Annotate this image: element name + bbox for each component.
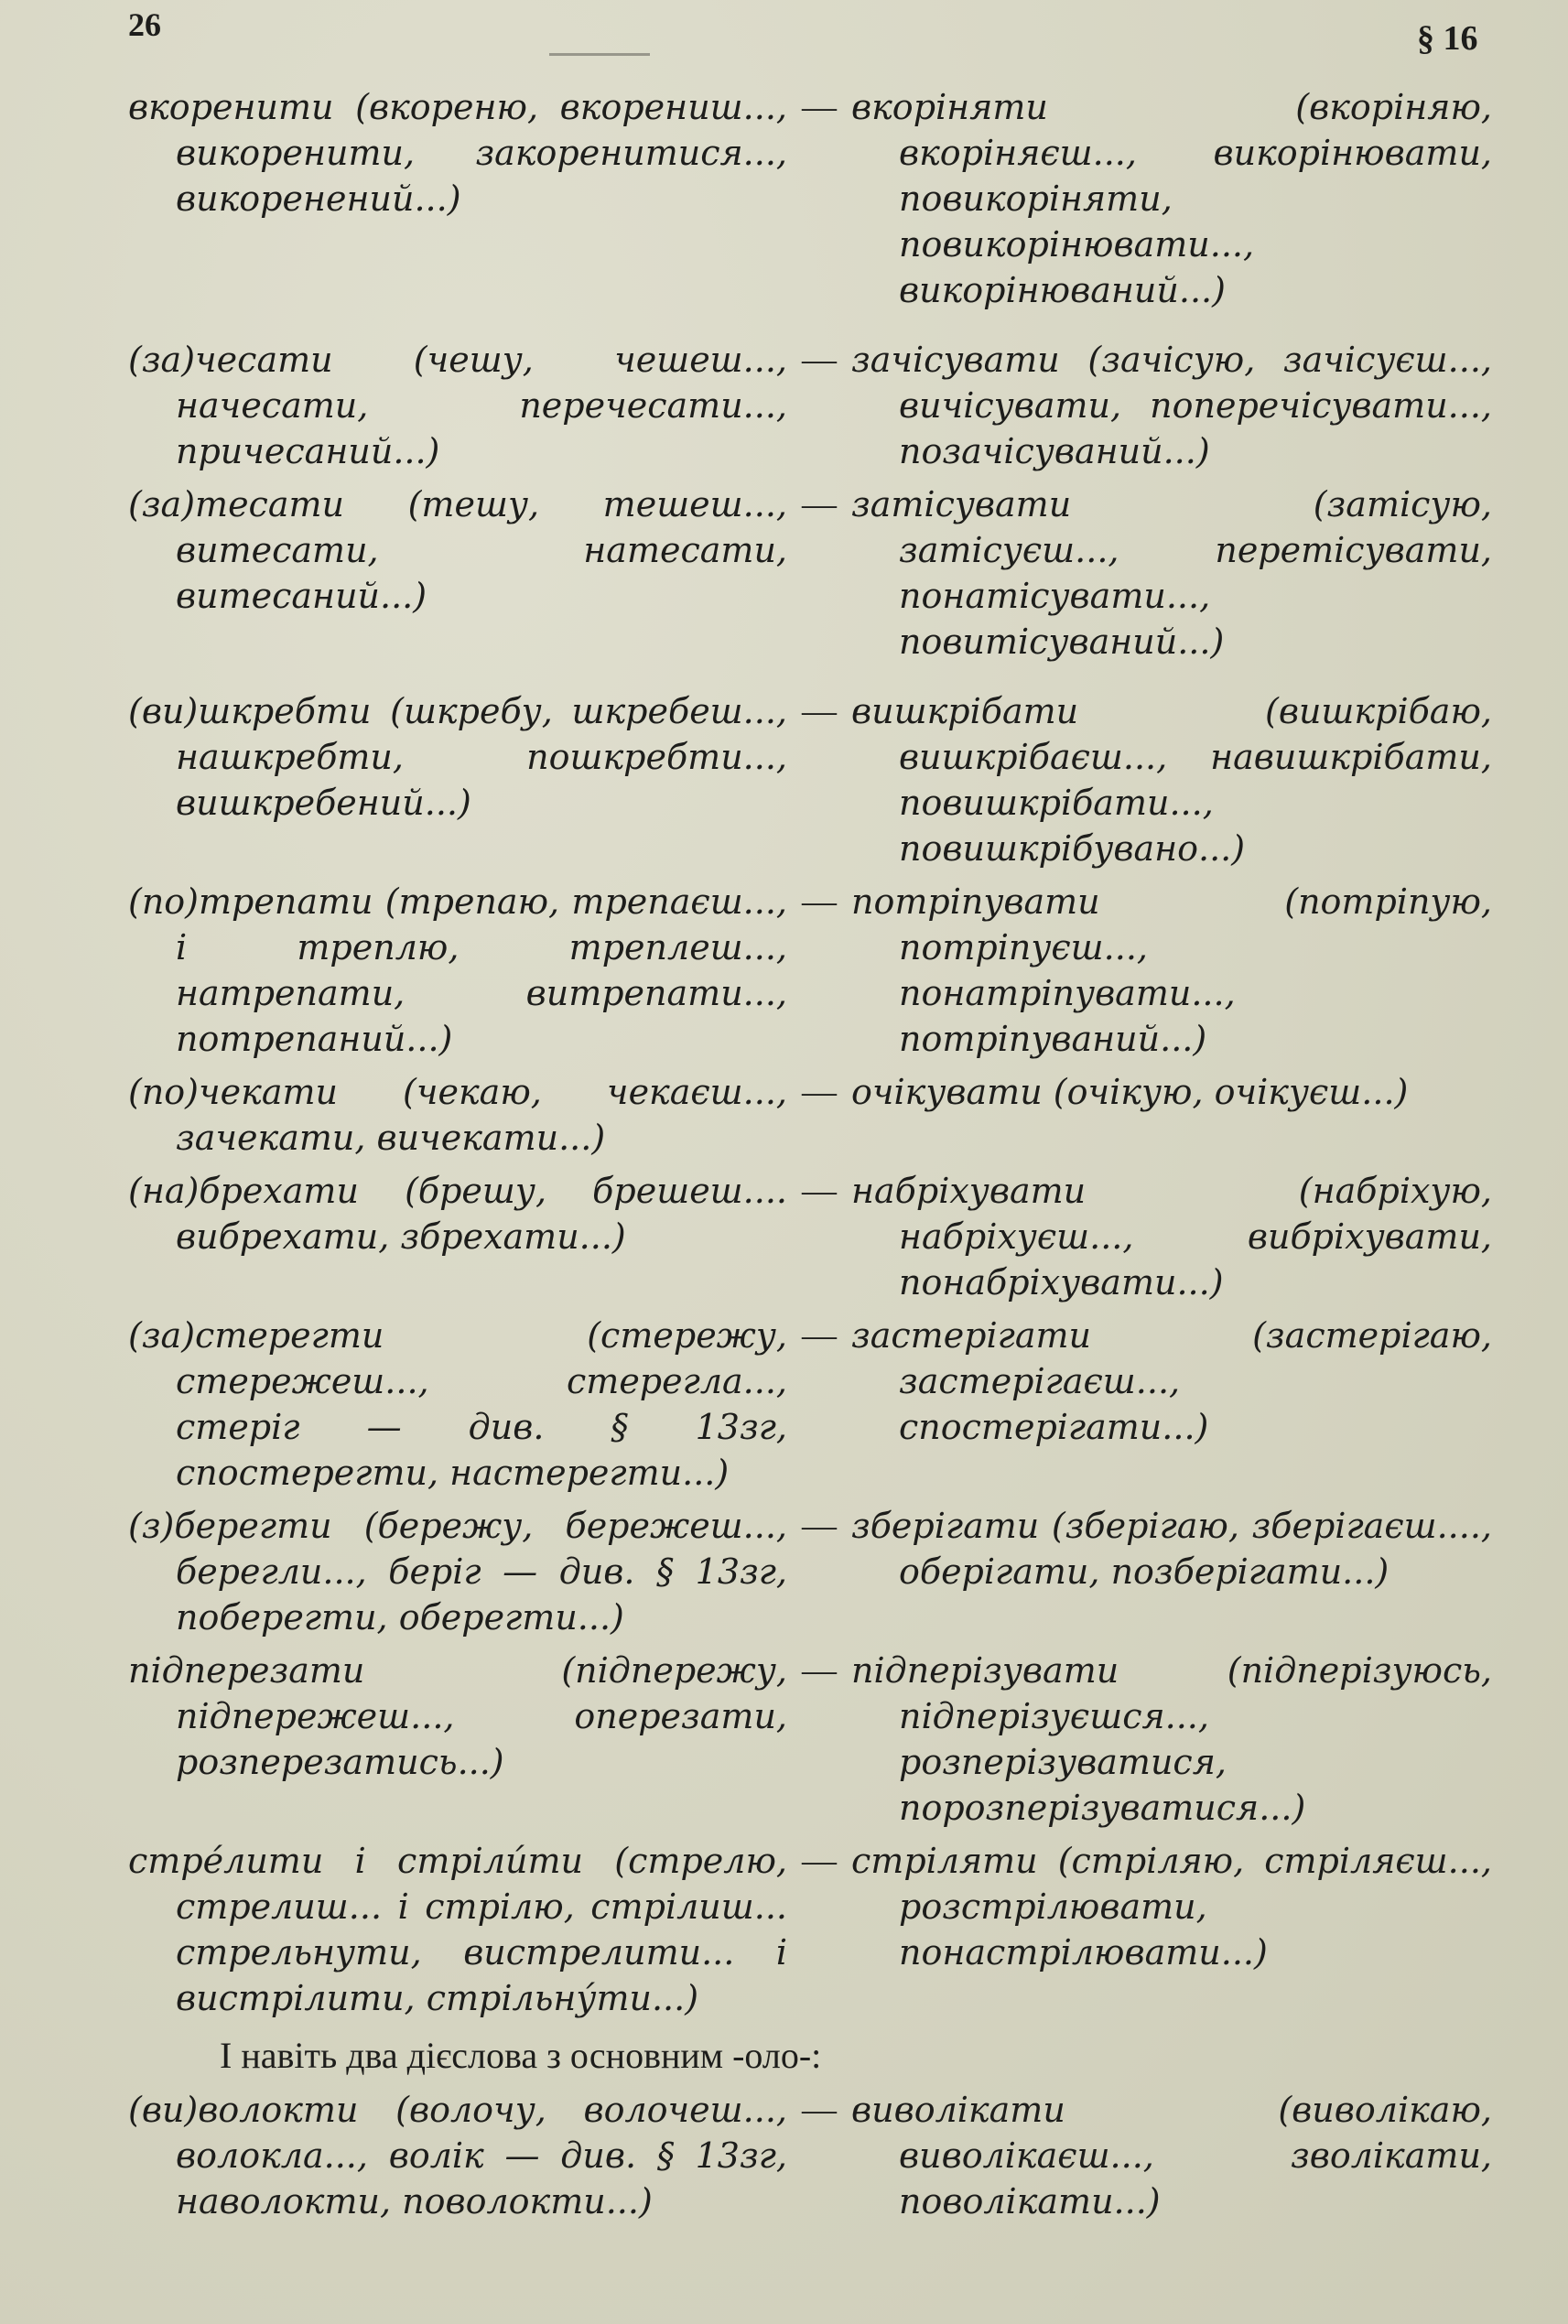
entry-right: підперізувати (підперізуюсь, підперізуєшся..., розперізуватися, порозперізуватися...) (851, 1650, 1492, 1828)
entry-left: (ви)волокти (волочу, волочеш..., волокла..., волік — див. § 13зг, наволокти, поволокти...) (128, 2090, 787, 2221)
entry-right: виволікати (виволікаю, виволікаєш..., зволікати, поволікати...) (851, 2090, 1492, 2221)
entry-dash: — (802, 1172, 837, 1210)
entry-left: (по)чекати (чекаю, чекаєш..., зачекати, вичекати...) (128, 1072, 787, 1158)
entry-right: потріпувати (потріпую, потріпуєш..., понатріпувати..., потріпуваний...) (851, 881, 1492, 1059)
entry-dash: — (802, 1073, 837, 1111)
entry-dash: — (802, 1316, 837, 1355)
entry-right: вкоріняти (вкоріняю, вкоріняєш..., викорінювати, повикоріняти, повикорінювати..., викорінюваний...) (851, 87, 1492, 310)
entry-dash: — (802, 1507, 837, 1545)
entry-left: (за)чесати (чешу, чешеш..., начесати, перечесати..., причесаний...) (128, 340, 787, 471)
entry-left: вкоренити (вкореню, вкорениш..., викоренити, закоренитися..., викоренений...) (128, 87, 787, 219)
entry-left: (за)стерегти (стережу, стережеш..., стерегла..., стеріг — див. § 13зг, спостерегти, настерегти...) (128, 1315, 787, 1493)
entry-row (128, 1648, 1492, 1831)
entry-row (128, 688, 1492, 871)
entry-left: (за)тесати (тешу, тешеш..., витесати, натесати, витесаний...) (128, 484, 787, 616)
entry-row (128, 84, 1492, 313)
entry-left: (по)трепати (трепаю, трепаєш..., і треплю, треплеш..., натрепати, витрепати..., потрепаний...) (128, 881, 787, 1059)
entry-left: стре́лити і стріли́ти (стрелю, стрелиш... і стрілю, стрілиш... стрельнути, вистрелити... і вистрілити, стрільну́ти...) (128, 1841, 787, 2018)
entry-dash: — (802, 88, 837, 126)
header-rule (549, 53, 650, 56)
entry-row (128, 1313, 1492, 1496)
entry-row (128, 1838, 1492, 2021)
page-number: 26 (128, 6, 161, 43)
entry-dash: — (802, 1842, 837, 1880)
entry-row (128, 337, 1492, 474)
entry-row (128, 1069, 1492, 1161)
entry-dash: — (802, 692, 837, 730)
dictionary-entries (128, 84, 1492, 2232)
entry-dash: — (802, 485, 837, 524)
entry-row (128, 1168, 1492, 1305)
entry-right: очікувати (очікую, очікуєш...) (851, 1072, 1409, 1112)
entry-right: набріхувати (набріхую, набріхуєш..., вибріхувати, понабріхувати...) (851, 1171, 1492, 1303)
entry-row (128, 1503, 1492, 1640)
entry-right: затісувати (затісую, затісуєш..., перетісувати, понатісувати..., повитісуваний...) (851, 484, 1492, 662)
entry-right: зачісувати (зачісую, зачісуєш..., вичісувати, поперечісувати..., позачісуваний...) (851, 340, 1492, 471)
entry-dash: — (802, 882, 837, 921)
entry-row (128, 879, 1492, 1062)
note-paragraph: І навіть два дієслова з основним -оло-: (220, 2035, 822, 2076)
entry-right: зберігати (зберігаю, зберігаєш...., оберігати, позберігати...) (851, 1506, 1492, 1592)
entry-right: стріляти (стріляю, стріляєш..., розстрілювати, понастрілювати...) (851, 1841, 1492, 1973)
entry-left: (з)берегти (бережу, бережеш..., берегли..., беріг — див. § 13зг, поберегти, оберегти...) (128, 1506, 787, 1638)
entry-left: підперезати (підпережу, підпережеш..., оперезати, розперезатись...) (128, 1650, 787, 1782)
entry-right: вишкрібати (вишкрібаю, вишкрібаєш..., навишкрібати, повишкрібати..., повишкрібувано...) (851, 691, 1492, 869)
section-marker: § 16 (1417, 19, 1478, 58)
entry-dash: — (802, 2091, 837, 2129)
entry-right: застерігати (застерігаю, застерігаєш..., спостерігати...) (851, 1315, 1492, 1447)
entry-row (128, 2087, 1492, 2224)
entry-dash: — (802, 340, 837, 379)
entry-row (128, 481, 1492, 665)
entry-left: (ви)шкребти (шкребу, шкребеш..., нашкребти, пошкребти..., вишкребений...) (128, 691, 787, 823)
entry-left: (на)брехати (брешу, брешеш.... вибрехати, збрехати...) (128, 1171, 787, 1257)
entry-dash: — (802, 1651, 837, 1690)
